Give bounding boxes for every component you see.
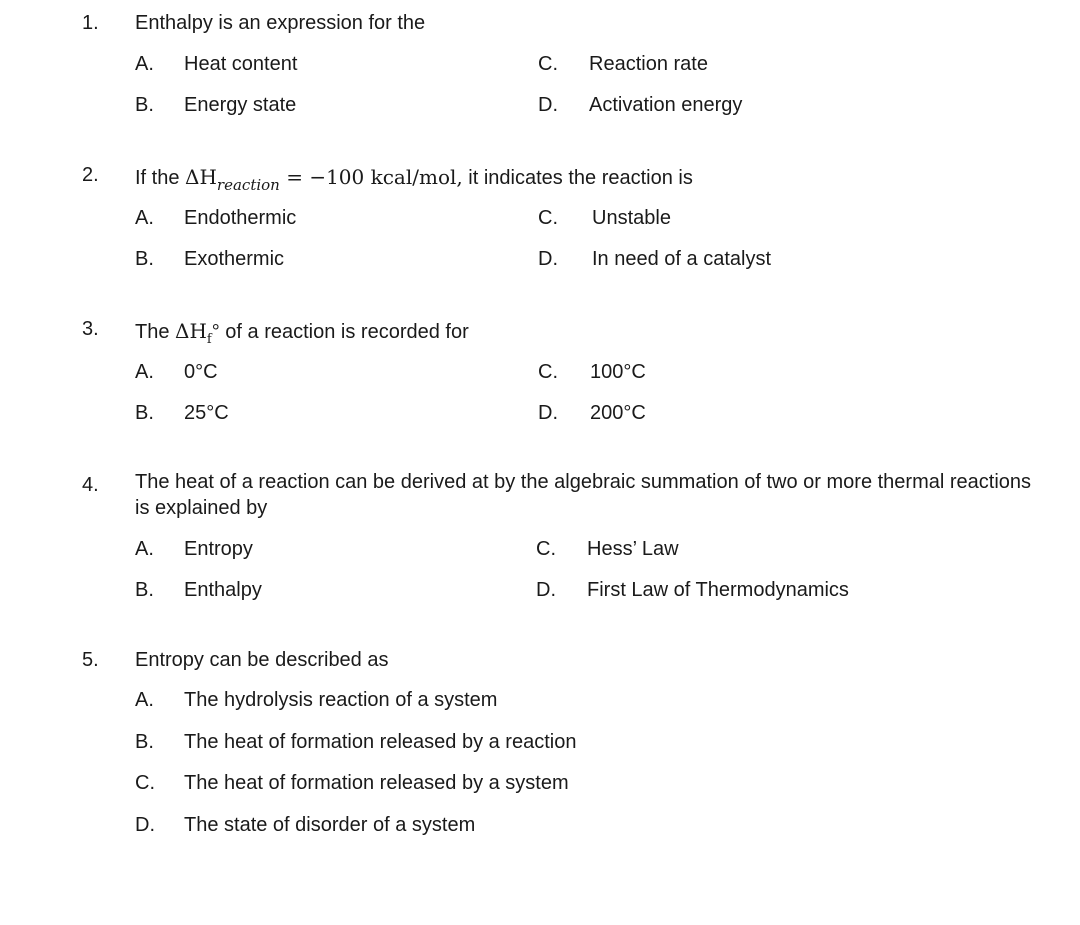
option-letter: B. [135, 94, 154, 116]
option-text: Hess’ Law [587, 538, 679, 560]
stem-suffix: it indicates the reaction is [462, 167, 693, 189]
option-text: The heat of formation released by a system [184, 772, 569, 794]
degree-symbol: ° [211, 321, 220, 343]
question-number: 1. [82, 12, 99, 34]
option-text: In need of a catalyst [592, 248, 772, 270]
delta-h-symbol: ΔH [175, 319, 207, 343]
delta-h-subscript: reaction [216, 176, 280, 194]
option-letter: C. [538, 207, 558, 229]
option-text: 0°C [184, 361, 218, 383]
stem-prefix: The [135, 321, 176, 343]
question-number: 3. [82, 318, 99, 340]
question-number: 2. [82, 164, 99, 186]
option-text: 25°C [184, 402, 229, 424]
option-text: Exothermic [184, 248, 285, 270]
option-letter: B. [135, 579, 154, 601]
stem-prefix: If the [135, 167, 186, 189]
option-letter: D. [538, 402, 558, 424]
option-letter: B. [135, 402, 154, 424]
question-stem: The heat of a reaction can be derived at by the algebraic summation of two or more thermal reactions is explained by [135, 471, 1032, 519]
option-text: First Law of Thermodynamics [587, 579, 849, 601]
option-letter: B. [135, 248, 154, 270]
option-text: 100°C [590, 361, 646, 383]
option-letter: D. [536, 579, 556, 601]
question-stem: Entropy can be described as [135, 649, 389, 671]
option-letter: A. [135, 689, 154, 711]
delta-h-subscript: f [206, 332, 212, 347]
option-text: The heat of formation released by a reaction [184, 731, 577, 753]
option-letter: C. [538, 361, 558, 383]
option-text: Endothermic [184, 207, 297, 229]
option-text: Energy state [184, 94, 297, 116]
option-letter: C. [135, 772, 155, 794]
option-text: Unstable [592, 207, 671, 229]
option-text: Heat content [184, 53, 298, 75]
option-text: The state of disorder of a system [184, 814, 476, 836]
option-letter: A. [135, 538, 154, 560]
question-stem [135, 319, 469, 347]
option-text: Reaction rate [589, 53, 708, 75]
option-letter: B. [135, 731, 154, 753]
option-text: Entropy [184, 538, 253, 560]
option-letter: A. [135, 207, 154, 229]
question-stem [135, 165, 693, 194]
option-text: Enthalpy [184, 579, 262, 601]
option-text: 200°C [590, 402, 646, 424]
option-letter: D. [538, 248, 558, 270]
option-letter: C. [536, 538, 556, 560]
option-letter: D. [538, 94, 558, 116]
question-number: 4. [82, 474, 99, 496]
option-letter: C. [538, 53, 558, 75]
delta-h-symbol: ΔH [185, 165, 217, 189]
question-number: 5. [82, 649, 99, 671]
option-letter: D. [135, 814, 155, 836]
stem-suffix: of a reaction is recorded for [219, 321, 469, 343]
option-text: Activation energy [589, 94, 743, 116]
question-stem: Enthalpy is an expression for the [135, 12, 426, 34]
option-text: The hydrolysis reaction of a system [184, 689, 498, 711]
option-letter: A. [135, 53, 154, 75]
delta-h-value: = −100 kcal/mol, [279, 165, 463, 189]
option-letter: A. [135, 361, 154, 383]
